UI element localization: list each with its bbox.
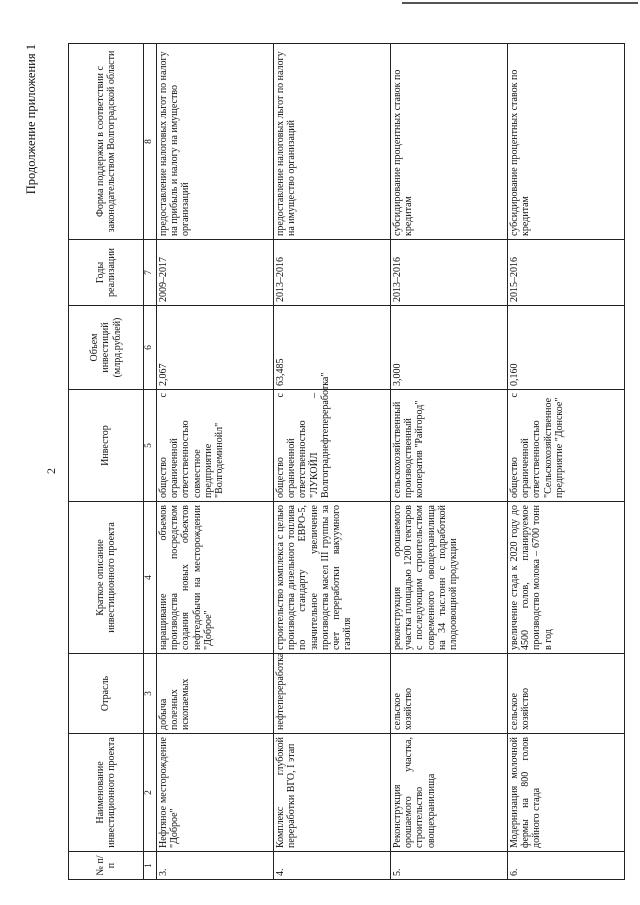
support-form: предоставление налоговых льгот по налогу на прибыль и налогу на имущество организаций bbox=[157, 44, 274, 240]
project-description: реконструкция орошаемого участка площадью 1200 гектаров с последующим строительством современного овощехранилища на 34 тыс.тонн с подработкой плодоовощной продукции bbox=[391, 502, 508, 654]
page-number: 2 bbox=[44, 468, 58, 474]
realization-years: 2009–2017 bbox=[157, 240, 274, 306]
column-number: 7 bbox=[144, 240, 157, 306]
header-investor: Инвестор bbox=[69, 390, 144, 502]
project-investor: сельскохозяйственный производственный кооператив "Райгород" bbox=[391, 390, 508, 502]
column-number: 4 bbox=[144, 502, 157, 654]
column-number: 8 bbox=[144, 44, 157, 240]
column-number: 5 bbox=[144, 390, 157, 502]
column-number: 6 bbox=[144, 306, 157, 390]
header-row bbox=[69, 44, 144, 880]
realization-years: 2013–2016 bbox=[274, 240, 391, 306]
row-number: 6. bbox=[508, 852, 625, 880]
header-num: № п/п bbox=[69, 852, 144, 880]
column-number: 1 bbox=[144, 852, 157, 880]
project-investor: общество с ограниченной ответственностью "Сельскохозяйственное предприятие "Донское" bbox=[508, 390, 625, 502]
support-form: предоставление налоговых льгот по налогу на имущество организаций bbox=[274, 44, 391, 240]
table-row bbox=[391, 44, 508, 880]
realization-years: 2015–2016 bbox=[508, 240, 625, 306]
realization-years: 2013–2016 bbox=[391, 240, 508, 306]
row-number: 5. bbox=[391, 852, 508, 880]
project-description: увеличение стада к 2020 году до 4500 голов, планируемое производство молока – 6700 тонн в год bbox=[508, 502, 625, 654]
column-number: 3 bbox=[144, 654, 157, 734]
project-branch: добыча полезных ископаемых bbox=[157, 654, 274, 734]
header-name: Наименование инвестиционного проекта bbox=[69, 734, 144, 852]
investment-volume: 0,160 bbox=[508, 306, 625, 390]
header-years: Годы реализации bbox=[69, 240, 144, 306]
table-row bbox=[274, 44, 391, 880]
row-number: 3. bbox=[157, 852, 274, 880]
investment-volume: 3,000 bbox=[391, 306, 508, 390]
header-branch: Отрасль bbox=[69, 654, 144, 734]
project-investor: общество с ограниченной ответственностью совместное предприятие "Волгодеминойл" bbox=[157, 390, 274, 502]
project-description: наращивание объемов производства посредством создания новых объектов нефтедобычи на месторождении "Доброе" bbox=[157, 502, 274, 654]
project-branch: сельское хозяйство bbox=[508, 654, 625, 734]
top-rule bbox=[402, 2, 638, 4]
row-number: 4. bbox=[274, 852, 391, 880]
header-support: Форма поддержки в соответствии с законодательством Волгоградской области bbox=[69, 44, 144, 240]
table-row bbox=[508, 44, 625, 880]
rotated-page bbox=[24, 44, 640, 880]
project-branch: сельское хозяйство bbox=[391, 654, 508, 734]
header-volume: Объем инвестиций (млрд.рублей) bbox=[69, 306, 144, 390]
investment-projects-table bbox=[68, 43, 625, 880]
column-number: 2 bbox=[144, 734, 157, 852]
project-investor: общество с ограниченной ответственностью "ЛУКОЙЛ – Волгограднефтепереработка" bbox=[274, 390, 391, 502]
investment-volume: 2,067 bbox=[157, 306, 274, 390]
support-form: субсидирование процентных ставок по кредитам bbox=[391, 44, 508, 240]
investment-volume: 63,485 bbox=[274, 306, 391, 390]
support-form: субсидирование процентных ставок по кредитам bbox=[508, 44, 625, 240]
column-number-row bbox=[144, 44, 157, 880]
header-description: Краткое описание инвестиционного проекта bbox=[69, 502, 144, 654]
project-branch: нефтепереработка bbox=[274, 654, 391, 734]
project-name: Реконструкция орошаемого участка, строительство овощехранилища bbox=[391, 734, 508, 852]
project-name: Комплекс глубокой переработки ВГО, I этап bbox=[274, 734, 391, 852]
project-description: строительство комплекса с целью производства дизельного топлива по стандарту ЕВРО-5, значительное увеличение производства масел III группы за счет переработки вакуумного газойля bbox=[274, 502, 391, 654]
project-name: Модернизация молочной фермы на 800 голов дойного стада bbox=[508, 734, 625, 852]
table-row bbox=[157, 44, 274, 880]
appendix-caption: Продолжение приложения 1 bbox=[24, 44, 38, 195]
project-name: Нефтяное месторождение "Доброе" bbox=[157, 734, 274, 852]
